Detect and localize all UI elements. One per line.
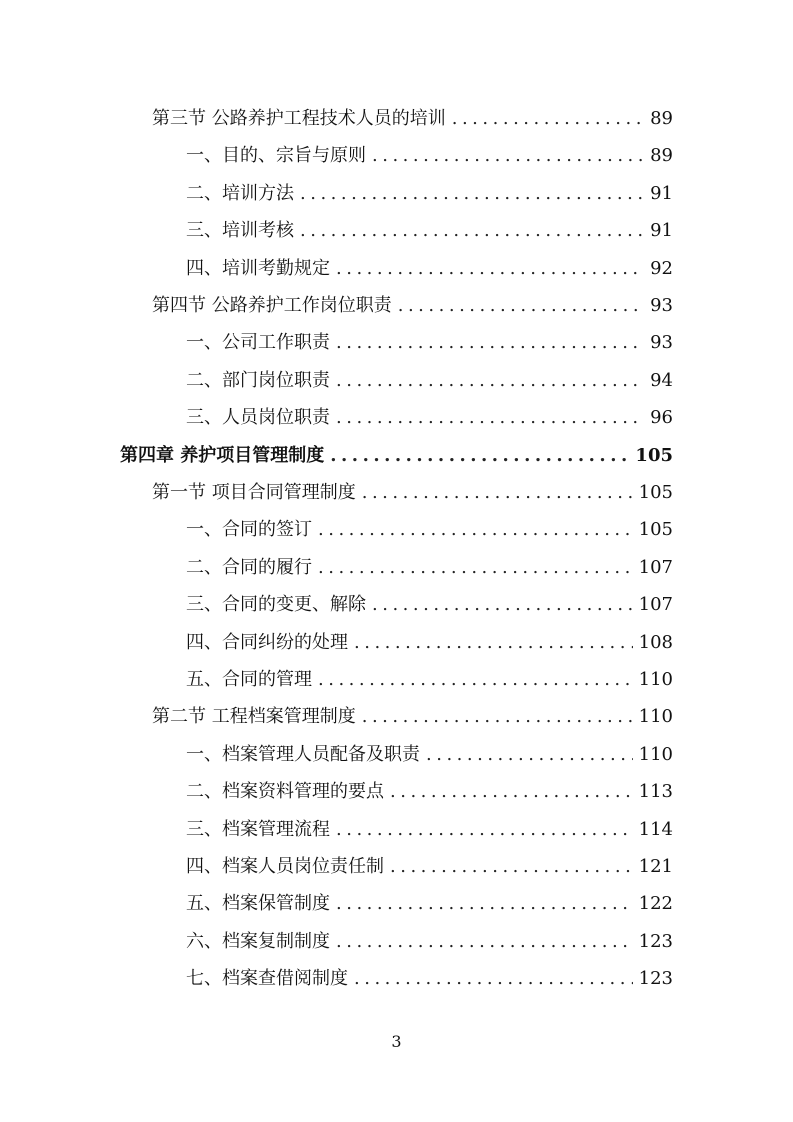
toc-entry-page: 110: [638, 706, 673, 728]
toc-entry-page: 123: [638, 930, 673, 952]
toc-entry-title: 四、培训考勤规定: [186, 257, 330, 279]
toc-entry-title: 三、人员岗位职责: [186, 407, 330, 429]
toc-entry[interactable]: [186, 175, 673, 212]
toc-entry[interactable]: [186, 250, 673, 287]
toc-entry-page: 105: [638, 519, 673, 541]
toc-entry[interactable]: [186, 324, 673, 361]
toc-entry-page: 89: [650, 108, 673, 129]
toc-dot-leader: [426, 736, 633, 773]
toc-entry-page: 91: [650, 220, 673, 242]
toc-entry-title: 六、档案复制制度: [186, 930, 330, 952]
toc-entry-title: 第二节 工程档案管理制度: [152, 706, 356, 728]
toc-entry-page: 107: [638, 556, 673, 578]
toc-dot-leader: [362, 474, 633, 511]
toc-entry-page: 91: [650, 182, 673, 204]
toc-dot-leader: [390, 848, 633, 885]
toc-entry[interactable]: [186, 885, 673, 922]
toc-entry-page: 94: [650, 369, 673, 391]
toc-dot-leader: [336, 250, 644, 287]
toc-entry-page: 93: [650, 295, 673, 316]
toc-dot-leader: [372, 137, 644, 174]
toc-entry[interactable]: [186, 848, 673, 885]
toc-dot-leader: [318, 549, 633, 586]
toc-entry[interactable]: [186, 362, 673, 399]
toc-entry[interactable]: [186, 511, 673, 548]
toc-entry[interactable]: [120, 437, 673, 474]
toc-entry-title: 二、档案资料管理的要点: [186, 781, 384, 803]
toc-entry[interactable]: [152, 474, 673, 511]
toc-entry-title: 三、档案管理流程: [186, 818, 330, 840]
toc-dot-leader: [336, 399, 644, 436]
toc-entry-title: 一、目的、宗旨与原则: [186, 145, 366, 167]
toc-entry-page: 113: [638, 781, 673, 803]
toc-dot-leader: [372, 586, 633, 623]
toc-entry-title: 第三节 公路养护工程技术人员的培训: [152, 108, 446, 129]
toc-entry[interactable]: [152, 698, 673, 735]
toc-entry-title: 一、合同的签订: [186, 519, 312, 541]
toc-entry-title: 五、档案保管制度: [186, 893, 330, 915]
toc-entry-title: 五、合同的管理: [186, 669, 312, 690]
toc-dot-leader: [390, 773, 633, 810]
toc-entry-title: 四、档案人员岗位责任制: [186, 856, 384, 877]
toc-dot-leader: [330, 437, 629, 474]
toc-entry-page: 114: [638, 818, 673, 840]
toc-entry-page: 105: [638, 482, 673, 503]
toc-entry[interactable]: [186, 586, 673, 623]
toc-entry-page: 110: [638, 669, 673, 690]
toc-entry[interactable]: [186, 137, 673, 174]
toc-entry-title: 第四章 养护项目管理制度: [120, 444, 325, 466]
toc-entry-page: 121: [638, 856, 673, 877]
toc-entry-page: 93: [650, 332, 673, 354]
toc-dot-leader: [318, 511, 633, 548]
toc-entry[interactable]: [152, 100, 673, 137]
toc-entry[interactable]: [186, 736, 673, 773]
toc-entry-title: 二、培训方法: [186, 182, 294, 204]
toc-dot-leader: [300, 212, 644, 249]
page-number: 3: [391, 1032, 402, 1051]
toc-dot-leader: [336, 811, 633, 848]
toc-entry-page: 105: [635, 444, 673, 466]
toc-entry-page: 123: [638, 968, 673, 990]
toc-entry-page: 122: [638, 893, 673, 915]
toc-entry-page: 108: [638, 631, 673, 653]
toc-entry-page: 92: [650, 257, 673, 279]
toc-entry-page: 89: [650, 145, 673, 167]
toc-dot-leader: [336, 362, 644, 399]
toc-entry-title: 二、部门岗位职责: [186, 369, 330, 391]
toc-dot-leader: [398, 287, 644, 324]
toc-entry[interactable]: [186, 923, 673, 960]
toc-dot-leader: [354, 624, 633, 661]
toc-entry-page: 107: [638, 594, 673, 616]
toc-entry-title: 一、公司工作职责: [186, 332, 330, 354]
toc-entry-title: 一、档案管理人员配备及职责: [186, 743, 420, 765]
toc-entry[interactable]: [186, 399, 673, 436]
toc-entry-title: 七、档案查借阅制度: [186, 968, 348, 990]
toc-entry[interactable]: [186, 811, 673, 848]
toc-dot-leader: [354, 960, 633, 997]
toc-entry[interactable]: [186, 212, 673, 249]
toc-entry-page: 96: [650, 407, 673, 429]
toc-entry[interactable]: [186, 773, 673, 810]
toc-entry-title: 三、合同的变更、解除: [186, 594, 366, 616]
toc-dot-leader: [362, 698, 633, 735]
toc-entry-page: 110: [638, 743, 673, 765]
toc-entry-title: 二、合同的履行: [186, 556, 312, 578]
toc-entry[interactable]: [186, 549, 673, 586]
toc-dot-leader: [336, 923, 633, 960]
toc-entry[interactable]: [186, 661, 673, 698]
toc-entry-title: 三、培训考核: [186, 220, 294, 242]
toc-entry-title: 第四节 公路养护工作岗位职责: [152, 295, 392, 316]
toc-dot-leader: [336, 885, 633, 922]
toc-entry[interactable]: [186, 960, 673, 997]
toc-dot-leader: [452, 100, 644, 137]
toc-dot-leader: [336, 324, 644, 361]
toc-dot-leader: [300, 175, 644, 212]
toc-entry-title: 第一节 项目合同管理制度: [152, 482, 356, 503]
toc-entry-title: 四、合同纠纷的处理: [186, 631, 348, 653]
toc-entry[interactable]: [152, 287, 673, 324]
toc-dot-leader: [318, 661, 633, 698]
toc-entry[interactable]: [186, 624, 673, 661]
